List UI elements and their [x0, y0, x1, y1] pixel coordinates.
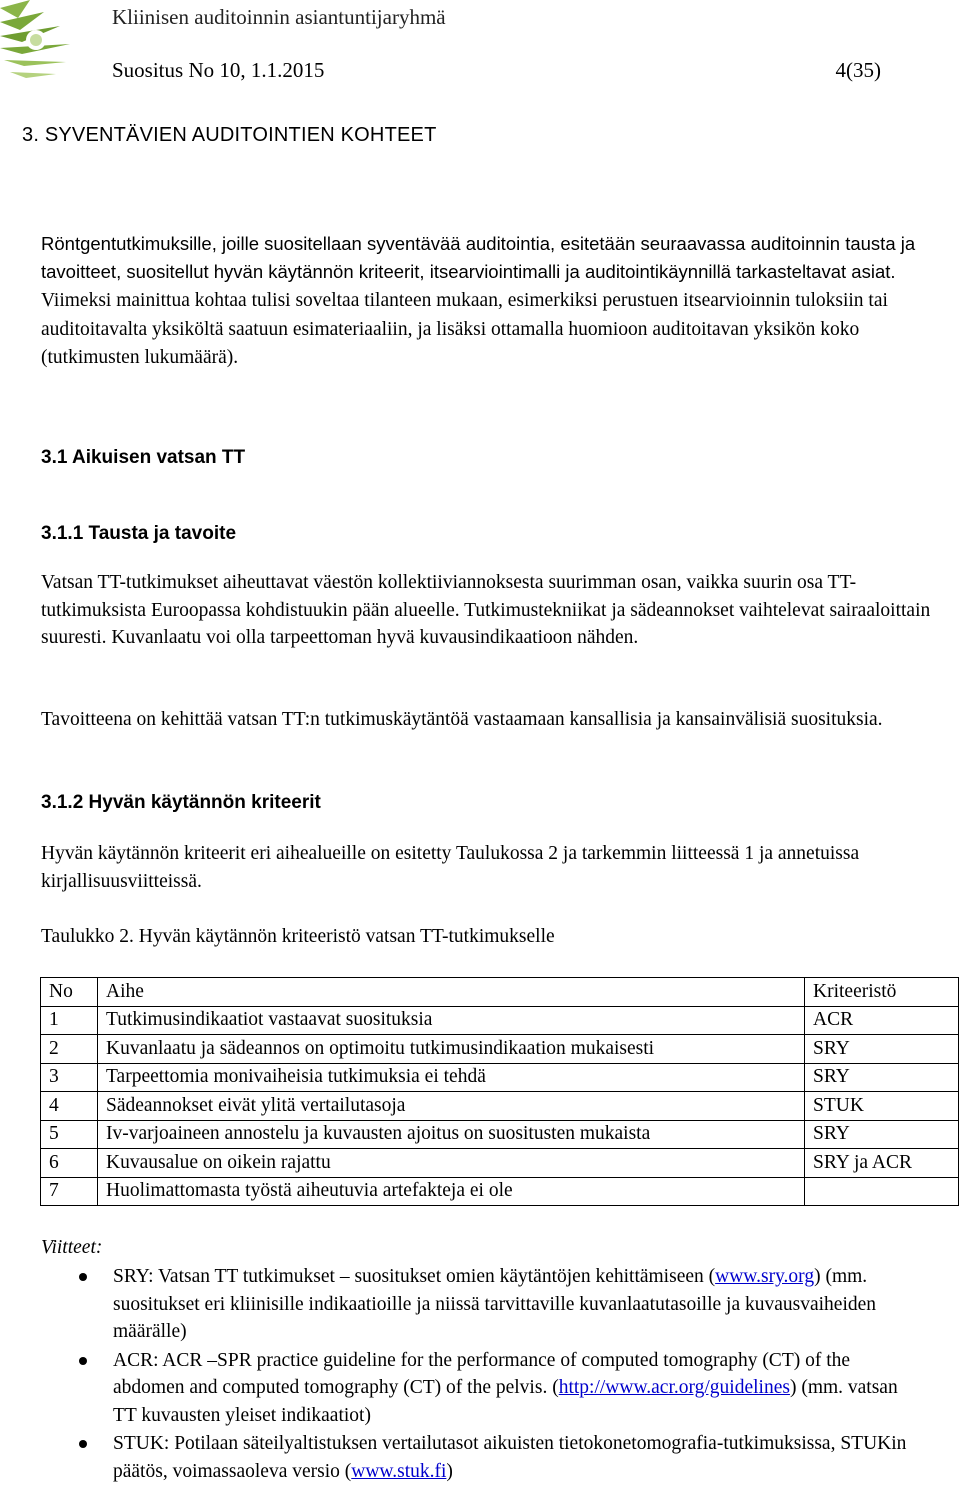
reference-text: ): [446, 1460, 453, 1482]
cell-no: 2: [41, 1035, 98, 1064]
reference-text: STUK: Potilaan säteilyaltistuksen vertailutasot aikuisten tietokonetomografia-tutkimuksissa, STUKin päätös, voimassaoleva versio (: [113, 1433, 907, 1482]
cell-no: 4: [41, 1092, 98, 1121]
cell-topic: Huolimattomasta työstä aiheutuvia artefakteja ei ole: [98, 1177, 805, 1206]
section-heading: 3. SYVENTÄVIEN AUDITOINTIEN KOHTEET: [22, 124, 437, 146]
cell-topic: Kuvausalue on oikein rajattu: [98, 1149, 805, 1178]
table-row: [41, 1035, 959, 1064]
list-item: [41, 1430, 921, 1485]
header-no: No: [41, 978, 98, 1007]
table-row: [41, 1006, 959, 1035]
starburst-logo-icon: [0, 0, 78, 78]
bullet-icon: [79, 1273, 87, 1281]
cell-criteria: SRY: [805, 1035, 959, 1064]
subsection-heading: 3.1 Aikuisen vatsan TT: [41, 447, 246, 468]
table-header-row: [41, 978, 959, 1007]
list-item: [41, 1347, 921, 1430]
cell-topic: Tarpeettomia monivaiheisia tutkimuksia ei tehdä: [98, 1063, 805, 1092]
intro-serif-text: Viimeksi mainittua kohtaa tulisi soveltaa tilanteen mukaan, esimerkiksi perustuen itsearvioinnin tuloksiin tai auditoitavalta yksiköltä saatuun esimateriaaliin, ja lisäksi ottamalla huomioon auditoitavan yksikön koko (tutkimusten lukumäärä).: [41, 290, 888, 368]
bullet-icon: [79, 1357, 87, 1365]
goal-paragraph: Tavoitteena on kehittää vatsan TT:n tutkimuskäytäntöä vastaamaan kansallisia ja kansainvälisiä suosituksia.: [41, 709, 883, 730]
table-row: [41, 1149, 959, 1178]
cell-criteria: SRY: [805, 1120, 959, 1149]
cell-no: 7: [41, 1177, 98, 1206]
reference-link[interactable]: http://www.acr.org/guidelines: [558, 1377, 790, 1398]
cell-topic: Sädeannokset eivät ylitä vertailutasoja: [98, 1092, 805, 1121]
cell-criteria: [805, 1177, 959, 1206]
page-number: 4(35): [835, 58, 881, 82]
reference-link[interactable]: www.stuk.fi: [351, 1460, 447, 1482]
cell-no: 5: [41, 1120, 98, 1149]
header-topic: Aihe: [98, 978, 805, 1007]
table-row: [41, 1120, 959, 1149]
cell-criteria: SRY ja ACR: [805, 1149, 959, 1178]
cell-topic: Kuvanlaatu ja sädeannos on optimoitu tutkimusindikaation mukaisesti: [98, 1035, 805, 1064]
reference-text: ACR: ACR –SPR practice guideline for the performance of computed tomography (CT) of the abdomen and computed tomography (CT) of the pelvis. (: [113, 1349, 851, 1398]
intro-paragraph: [41, 230, 921, 372]
table-row: [41, 1177, 959, 1206]
criteria-paragraph: Hyvän käytännön kriteerit eri aihealueille on esitetty Taulukossa 2 ja tarkemmin liitteessä 1 ja annetuissa kirjallisuusviitteissä.: [41, 843, 860, 892]
recommendation-id: Suositus No 10, 1.1.2015: [112, 58, 325, 82]
list-item: [41, 1263, 921, 1346]
background-heading: 3.1.1 Tausta ja tavoite: [41, 523, 237, 544]
references-title: Viitteet:: [41, 1237, 103, 1258]
intro-sans-text: Röntgentutkimuksille, joille suositellaan syventävää auditointia, esitetään seuraavassa auditoinnin tausta ja tavoitteet, suositellut hyvän käytännön kriteerit, itsearviointimalli ja auditointikäynnillä tarkasteltavat asiat.: [41, 233, 916, 282]
cell-criteria: STUK: [805, 1092, 959, 1121]
cell-no: 6: [41, 1149, 98, 1178]
cell-topic: Tutkimusindikaatiot vastaavat suosituksia: [98, 1006, 805, 1035]
criteria-table: [40, 977, 959, 1206]
organization-name: Kliinisen auditoinnin asiantuntijaryhmä: [112, 5, 446, 29]
reference-text: ) (mm. vatsan TT kuvausten yleiset indikaatiot): [113, 1377, 898, 1426]
cell-criteria: SRY: [805, 1063, 959, 1092]
bullet-icon: [79, 1440, 87, 1448]
references-list: [41, 1263, 921, 1486]
background-paragraph: Vatsan TT-tutkimukset aiheuttavat väestön kollektiiviannoksesta suurimman osan, vaikka suurin osa TT-tutkimuksista Euroopassa kohdistuukin pään alueelle. Tutkimustekniikat ja sädeannokset vaihtelevat sairaaloittain suuresti. Kuvanlaatu voi olla tarpeettoman hyvä kuvausindikaatioon nähden.: [41, 572, 931, 649]
cell-topic: Iv-varjoaineen annostelu ja kuvausten ajoitus on suositusten mukaista: [98, 1120, 805, 1149]
cell-criteria: ACR: [805, 1006, 959, 1035]
table-caption: Taulukko 2. Hyvän käytännön kriteeristö vatsan TT-tutkimukselle: [41, 926, 555, 947]
header-criteria: Kriteeristö: [805, 978, 959, 1007]
reference-text: SRY: Vatsan TT tutkimukset – suositukset omien käytäntöjen kehittämiseen (: [113, 1266, 716, 1287]
reference-link[interactable]: www.sry.org: [715, 1266, 815, 1287]
criteria-heading: 3.1.2 Hyvän käytännön kriteerit: [41, 792, 321, 813]
table-row: [41, 1092, 959, 1121]
table-row: [41, 1063, 959, 1092]
reference-text: ) (mm. suositukset eri kliinisille indikaatioille ja niissä tarvittaville kuvanlaatutasoille ja kuvausvaiheiden määrälle): [113, 1266, 877, 1342]
cell-no: 3: [41, 1063, 98, 1092]
cell-no: 1: [41, 1006, 98, 1035]
